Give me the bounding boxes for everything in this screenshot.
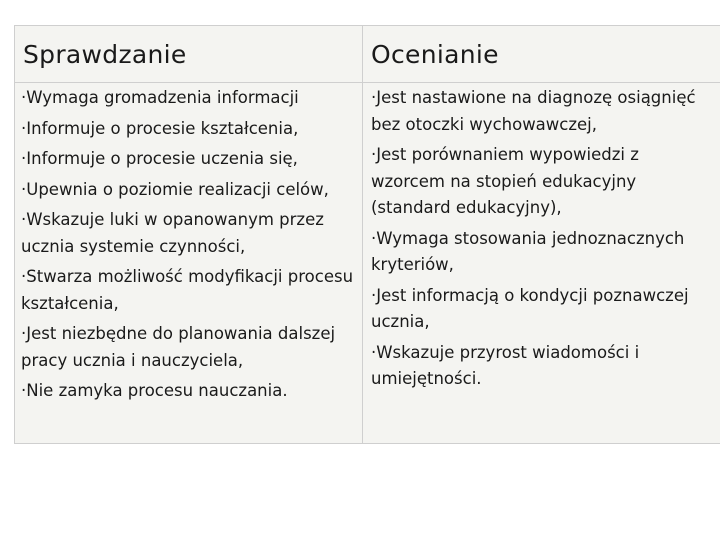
comparison-table [14,25,720,444]
sprawdzanie-item: ·Wymaga gromadzenia informacji [21,88,299,107]
ocenianie-item: ·Jest porównaniem wypowiedzi z wzorcem na stopień edukacyjny (standard edukacyjny), [371,145,639,217]
sprawdzanie-item: ·Upewnia o poziomie realizacji celów, [21,179,329,199]
sprawdzanie-item: ·Jest niezbędne do planowania dalszej pracy ucznia i nauczyciela, [21,324,336,370]
content-row [15,83,720,444]
header-row [15,26,720,83]
sprawdzanie-item: ·Informuje o procesie kształcenia, [21,118,299,138]
sprawdzanie-item: ·Stwarza możliwość modyfikacji procesu kształcenia, [21,267,354,313]
ocenianie-item: ·Wskazuje przyrost wiadomości i umiejętności. [371,342,640,388]
sprawdzanie-item: ·Wskazuje luki w opanowanym przez ucznia systemie czynności, [21,210,324,256]
ocenianie-list [363,83,720,444]
ocenianie-item: ·Jest nastawione na diagnozę osiągnięć bez otoczki wychowawczej, [371,88,696,134]
sprawdzanie-list [15,83,363,444]
header-ocenianie: Ocenianie [363,26,720,83]
sprawdzanie-item: ·Informuje o procesie uczenia się, [21,149,298,168]
sprawdzanie-item: ·Nie zamyka procesu nauczania. [21,381,288,400]
header-sprawdzanie: Sprawdzanie [15,26,363,83]
ocenianie-item: ·Jest informacją o kondycji poznawczej ucznia, [371,285,689,331]
ocenianie-item: ·Wymaga stosowania jednoznacznych kryteriów, [371,228,685,274]
